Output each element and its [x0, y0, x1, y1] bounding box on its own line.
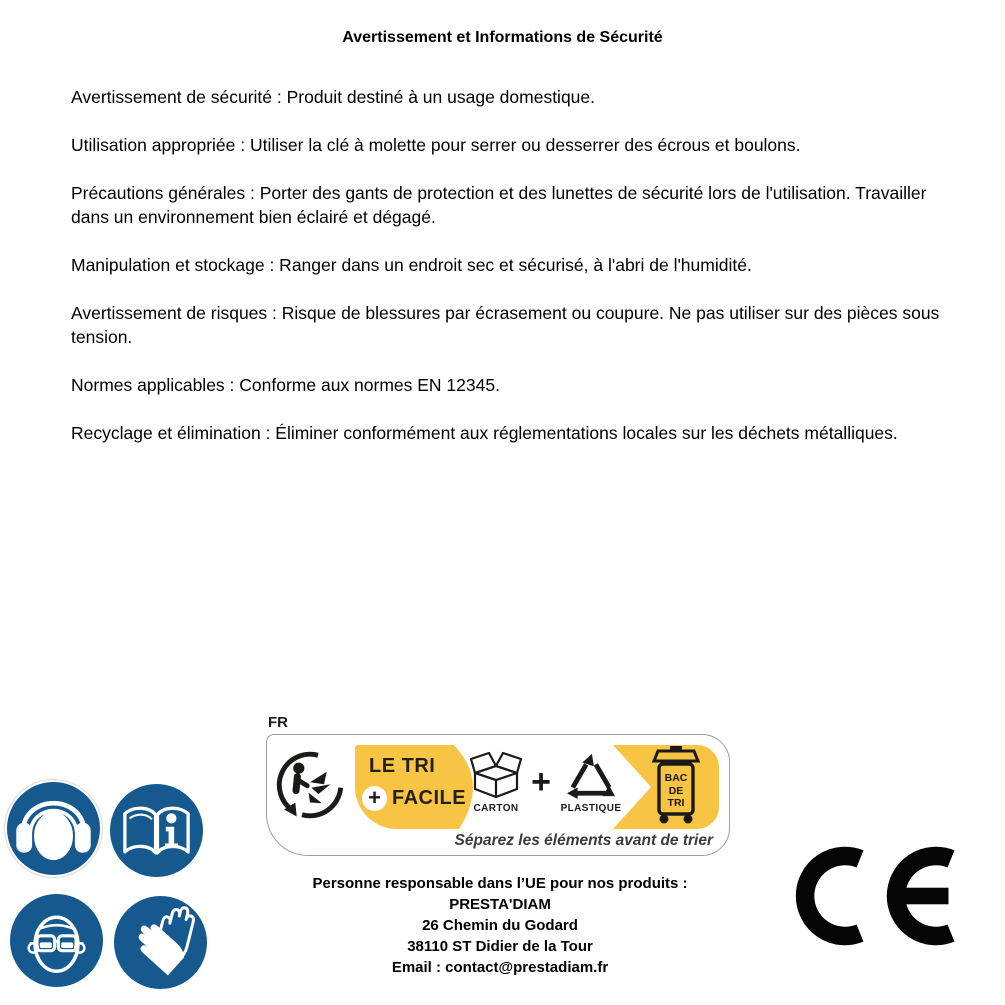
safety-paragraph: Manipulation et stockage : Ranger dans un endroit sec et sécurisé, à l'abri de l'humidité. [71, 255, 752, 275]
tri-title-line1: LE TRI [369, 755, 436, 777]
bin-line: DE [668, 784, 684, 797]
safety-paragraph: Avertissement de risques : Risque de blessures par écrasement ou coupure. Ne pas utiliser sur des pièces sous tension. [71, 303, 940, 347]
safety-paragraph: Normes applicables : Conforme aux normes EN 12345. [71, 375, 500, 395]
tri-facile-label [266, 734, 730, 856]
material-plastique [555, 751, 627, 814]
fr-label: FR [268, 714, 288, 731]
safety-paragraph: Avertissement de sécurité : Produit destiné à un usage domestique. [71, 87, 596, 107]
tri-title-line2: FACILE [392, 787, 467, 809]
eye-protection-icon [10, 894, 103, 987]
ear-protection-icon [7, 782, 100, 875]
safety-paragraph: Utilisation appropriée : Utiliser la clé à molette pour serrer ou desserrer des écrous et boulons. [71, 135, 801, 155]
safety-paragraph: Précautions générales : Porter des gants de protection et des lunettes de sécurité lors de l'utilisation. Travailler dans un environnement bien éclairé et dégagé. [71, 183, 927, 227]
plus-badge-icon: + [362, 786, 387, 811]
plastique-label: PLASTIQUE [560, 803, 622, 814]
address-line: PRESTA'DIAM [449, 896, 551, 913]
bin-line: TRI [667, 797, 685, 809]
gloves-icon [114, 896, 207, 989]
safety-paragraph: Recyclage et élimination : Éliminer conformément aux réglementations locales sur les déchets métalliques. [71, 423, 898, 443]
page-title: Avertissement et Informations de Sécurité [342, 29, 663, 46]
triman-icon [275, 745, 345, 825]
bin-text [651, 772, 701, 810]
address-line: Personne responsable dans l’UE pour nos produits : [312, 875, 688, 892]
carton-label: CARTON [473, 803, 519, 814]
material-carton [463, 751, 529, 814]
tri-title-row2 [362, 786, 466, 811]
materials-plus-icon: + [531, 763, 551, 801]
carton-icon [468, 751, 524, 799]
responsible-person-address [250, 873, 750, 978]
read-manual-icon [110, 784, 203, 877]
address-line: Email : contact@prestadiam.fr [391, 959, 609, 976]
sorting-slogan: Séparez les éléments avant de trier [454, 832, 713, 849]
ce-mark-icon [795, 846, 955, 946]
safety-text-block [71, 85, 961, 469]
plastique-icon [563, 751, 619, 799]
bin-line: BAC [664, 772, 688, 784]
address-line: 38110 ST Didier de la Tour [407, 938, 593, 955]
address-line: 26 Chemin du Godard [422, 917, 578, 934]
